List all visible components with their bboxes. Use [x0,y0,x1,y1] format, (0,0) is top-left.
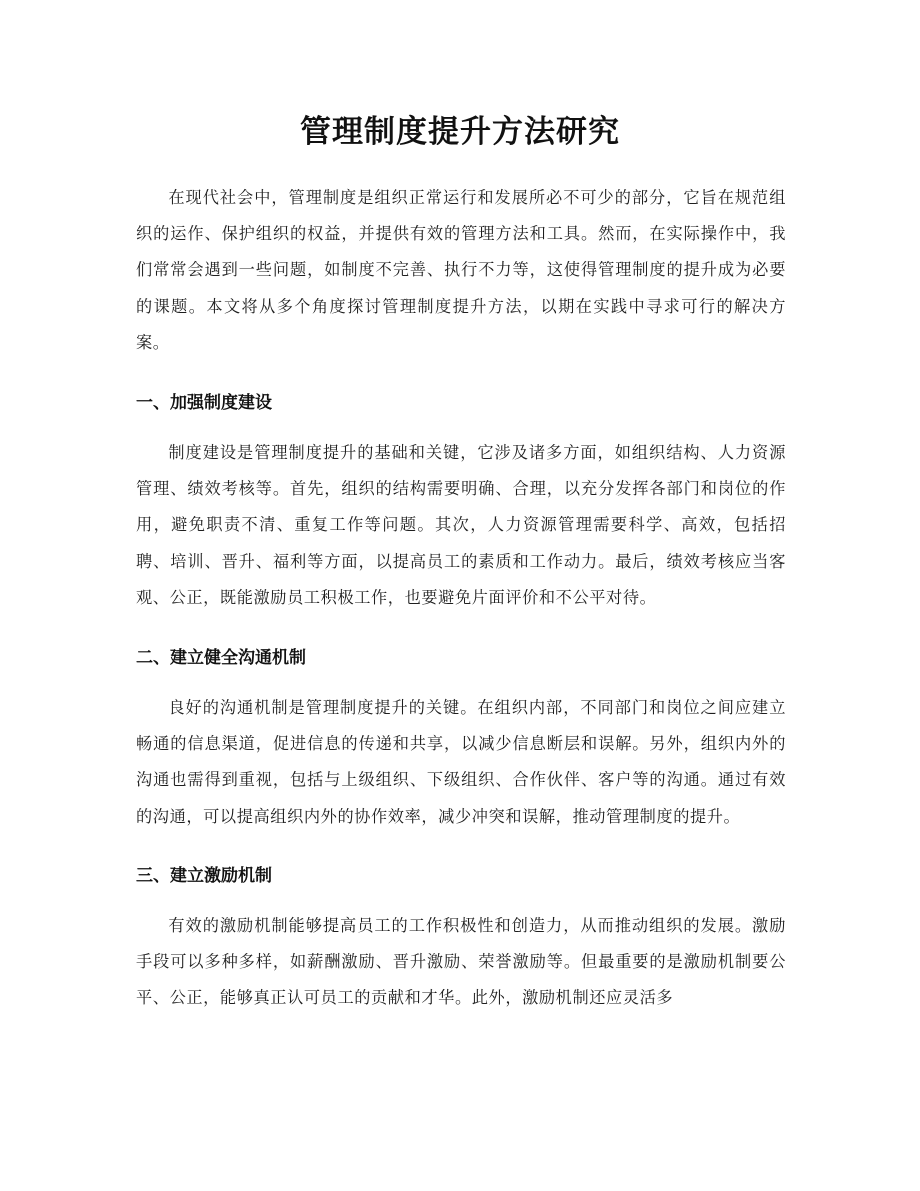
section-heading-2: 二、建立健全沟通机制 [136,648,306,669]
section-heading-3: 三、建立激励机制 [136,865,272,886]
section-paragraph-1: 制度建设是管理制度提升的基础和关键，它涉及诸多方面，如组织结构、人力资源管理、绩效考核等。首先，组织的结构需要明确、合理，以充分发挥各部门和岗位的作用，避免职责不清、重复工作等问题。其次，人力资源管理需要科学、高效，包括招聘、培训、晋升、福利等方面，以提高员工的素质和工作动力。最后，绩效考核应当客观、公正，既能激励员工积极工作，也要避免片面评价和不公平对待。 [136,443,786,607]
section-paragraph-3: 有效的激励机制能够提高员工的工作积极性和创造力，从而推动组织的发展。激励手段可以多种多样，如薪酬激励、晋升激励、荣誉激励等。但最重要的是激励机制要公平、公正，能够真正认可员工的贡献和才华。此外，激励机制还应灵活多 [136,915,786,1008]
intro-paragraph: 在现代社会中，管理制度是组织正常运行和发展所必不可少的部分，它旨在规范组织的运作、保护组织的权益，并提供有效的管理方法和工具。然而，在实际操作中，我们常常会遇到一些问题，如制度不完善、执行不力等，这使得管理制度的提升成为必要的课题。本文将从多个角度探讨管理制度提升方法，以期在实践中寻求可行的解决方案。 [136,188,786,352]
document-body [136,180,786,1016]
section-paragraph-2: 良好的沟通机制是管理制度提升的关键。在组织内部，不同部门和岗位之间应建立畅通的信息渠道，促进信息的传递和共享，以减少信息断层和误解。另外，组织内外的沟通也需得到重视，包括与上级组织、下级组织、合作伙伴、客户等的沟通。通过有效的沟通，可以提高组织内外的协作效率，减少冲突和误解，推动管理制度的提升。 [136,698,786,826]
document-title: 管理制度提升方法研究 [300,114,620,150]
section-heading-1: 一、加强制度建设 [136,393,272,414]
